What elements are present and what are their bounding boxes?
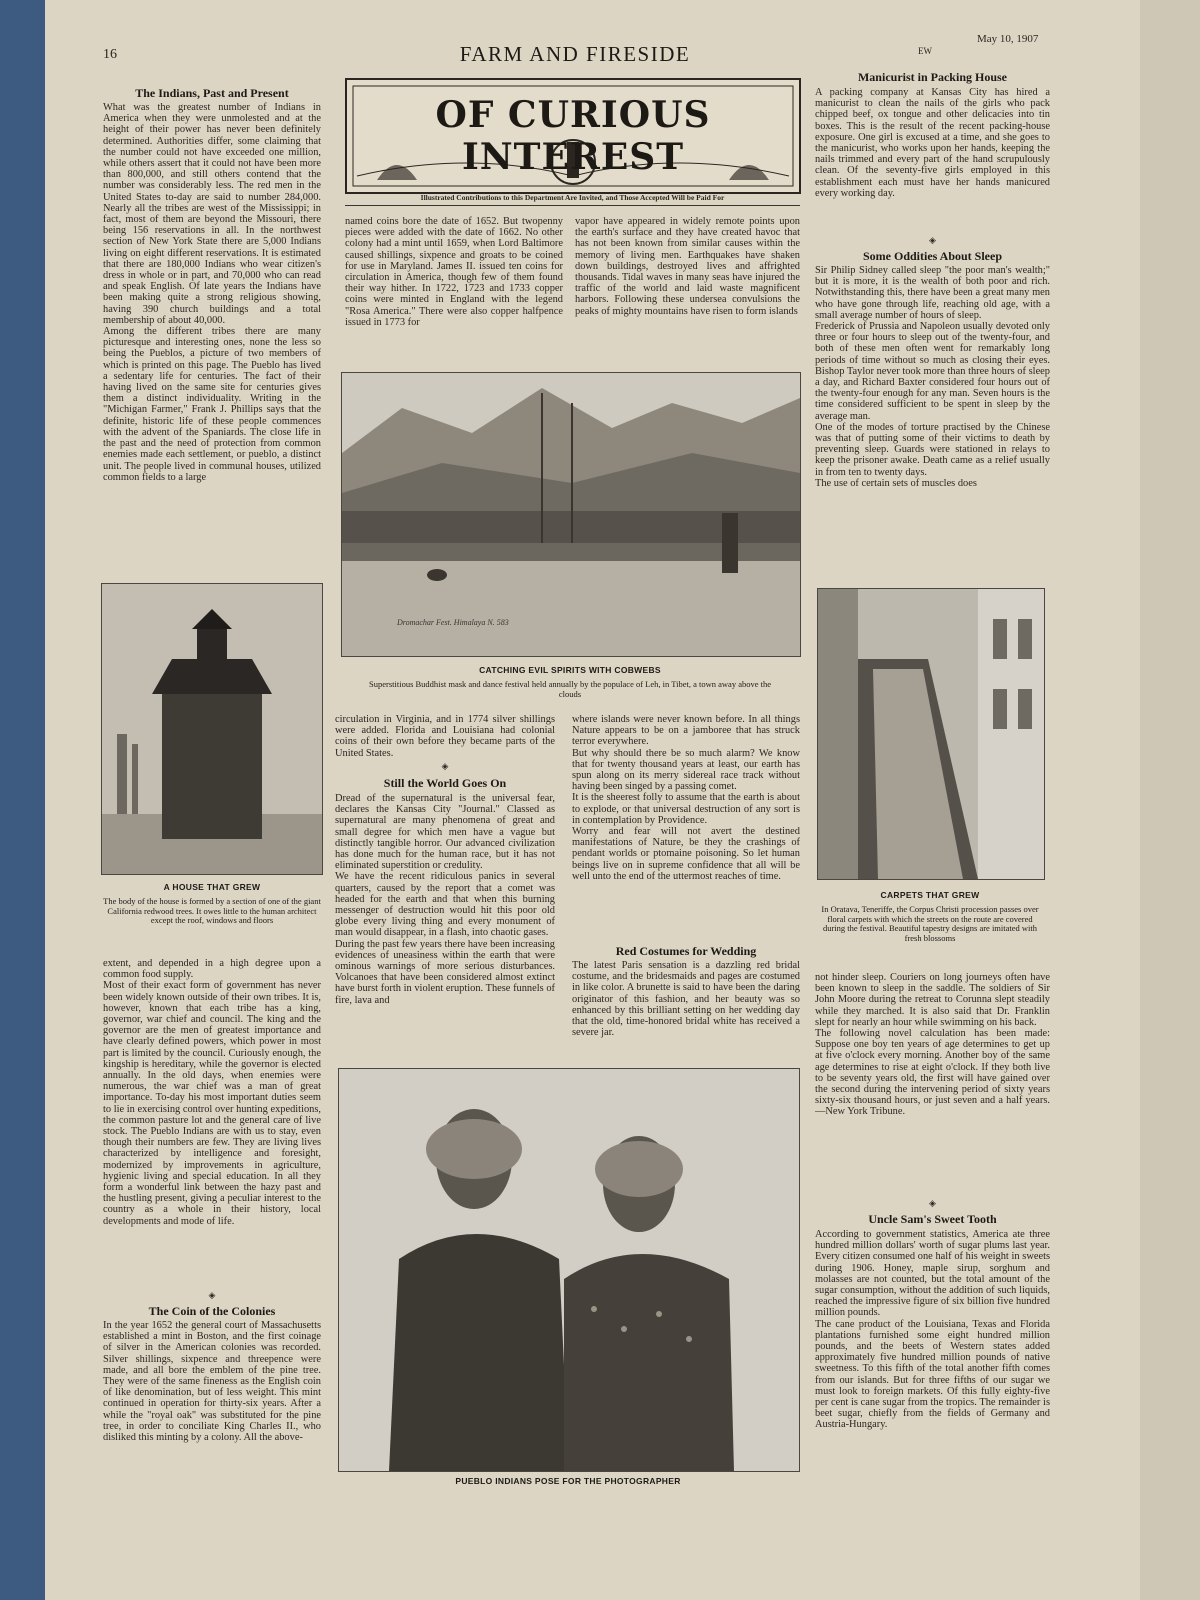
indians-text-2: extent, and depended in a high degree upon a common food supply. Most of their exact form of government has never been widely known outside of their own tribes. It is, however, known that each tribe has a king, governor, war chief and council. The king and the governor are the men of greatest importance and have clearly defined powers, which power in most part is limited by the council. Curiously enough, the kingship is hereditary, while the governor is elected annually. In the old days, when enemies were numerous, the war chief was a man of great importance. To-day his most important duties seem to lie in exercising control over hunting expeditions, the common pasture lot and the general care of live stock. The Pueblo Indians are with us to stay, even though their numbers are few. They are living lives characterized by intelligence and foresight, modernized by improvements in agriculture, hygienic living and special education. In all they form a wonderful link between the hazy past and the hustling present, giving a peculiar interest to the country as a whole in their history, local developments and mode of life. bbox=[103, 958, 321, 1227]
coin-text-3: circulation in Virginia, and in 1774 silver shillings were added. Florida and Louisiana had colonial coins of their own before they became parts of the United States. bbox=[335, 714, 555, 759]
indians-heading: The Indians, Past and Present bbox=[135, 86, 289, 100]
house-photo bbox=[101, 583, 323, 875]
evil-spirits-photo bbox=[341, 372, 801, 657]
ornament-2: ◈ bbox=[441, 761, 449, 771]
manicurist-text: A packing company at Kansas City has hired a manicurist to clean the nails of the girls who pack chipped beef, ox tongue and other delicacies into tin boxes. This is the result of the recent packing-house exposure. One girl is excused at a time, and she goes to the manicurist, who works upon her hands, keeping the nails trimmed and every part of the hand scrupulously clean. Of the seventy-five girls employed in this establishment each must have her hands manicured every working day. bbox=[815, 87, 1050, 199]
manicurist-heading: Manicurist in Packing House bbox=[857, 70, 1007, 84]
carpets-caption: CARPETS THAT GREW bbox=[880, 890, 980, 900]
next-page-edge bbox=[1140, 0, 1200, 1600]
masthead: FARM AND FIRESIDE bbox=[459, 42, 691, 66]
evil-spirits-caption: CATCHING EVIL SPIRITS WITH COBWEBS bbox=[479, 665, 661, 675]
newspaper-page bbox=[45, 0, 1150, 1600]
indians-text-1: What was the greatest number of Indians in America when they were unmolested and at the height of their power has never been definitely determined. Authorities differ, some claiming that the number could not have exceeded one million, while others assert that it could not have been more than 800,000, and still others contend that the number was considerably less. The red men in the United States to-day are said to number 284,000. Nearly all the tribes are west of the Mississippi; in fact, most of them are beyond the Missouri, there being 156 reservations in all. In the northwest section of New York State there are 5,000 Indians living on eight different reservations. It is estimated that there are 180,000 Indians who wear citizen's dress in whole or in part, and 70,000 who can read and speak English. Of late years the Indians have been making quite a strong religious showing, having 390 church buildings and a total membership of about 40,000. Among the different tribes there are many picturesque and interesting ones, none the less so being the Pueblos, a picture of two members of which is printed on this page. The Pueblo has lived a sedentary life for centuries. The fact of their having lived on the same site for centuries gives them a distinct individuality. Writing in the "Michigan Farmer," Frank J. Phillips says that the definite, historic life of these people commences with the advent of the Spaniards. The close life in the past and the need of protection from common enemies made each settlement, or pueblo, a distinct unit. The people lived in communal houses, utilized common fields to a large bbox=[103, 102, 321, 483]
festival-illustration bbox=[342, 373, 800, 656]
banner-subtitle: Illustrated Contributions to this Department Are Invited, and Those Accepted Will be Paid For bbox=[420, 193, 725, 202]
evil-spirits-subcaption: Superstitious Buddhist mask and dance festival held annually by the populace of Leh, in Tibet, a town away above the clouds bbox=[368, 679, 771, 699]
carpets-photo bbox=[817, 588, 1045, 880]
ornament-1: ◈ bbox=[208, 1290, 216, 1300]
world-heading: Still the World Goes On bbox=[383, 776, 507, 790]
world-text-3: where islands were never known before. In all things Nature appears to be on a jamboree that has struck terror everywhere. But why should there be so much alarm? We know that for twenty thousand years at least, our earth has spun along on its merry sidereal race track without having been singed by a passing comet. It is the sheerest folly to assume that the earth is about to explode, or that universal destruction of any sort is in contemplation by Providence. Worry and fear will not avert the destined manifestations of Nature, be they the crashings of pendant worlds or ptomaine poisoning. So let human beings live on in supreme confidence that all will be well unto the end of the uttermost reaches of time. bbox=[572, 714, 800, 882]
world-text-2: vapor have appeared in widely remote points upon the earth's surface and they have created havoc that has not been known from similar causes within the memory of living men. Earthquakes have shaken down buildings, destroyed lives and affrighted thousands. Tidal waves in many seas have injured the traffic of the world and laid waste magnificent harbors. Following these undersea convulsions the peaks of mighty mountains have risen to form islands bbox=[575, 216, 800, 317]
issue-date: May 10, 1907 bbox=[977, 33, 1039, 45]
page-number: 16 bbox=[103, 47, 117, 62]
sleep-heading: Some Oddities About Sleep bbox=[862, 249, 1003, 263]
world-text-1: Dread of the supernatural is the universal fear, declares the Kansas City "Journal." Classed as supernatural are many phenomena of great and small degree for which men have a vague but distinctly tangible horror. Our advanced civilization has done much for the human race, but it has not eliminated superstition or credulity. We have the recent ridiculous panics in several quarters, caused by the report that a comet was headed for the earth and that when this burning messenger of destruction would hit this poor old globe every living thing and every monument of man would disappear, in a flash, into chaotic gases. During the past few years there have been increasing evidences of uneasiness within the earth that were ominous warnings of more serious disturbances. Volcanoes that have been considered almost extinct have burst forth in violent eruption. These funnels of fire, lava and bbox=[335, 793, 555, 1006]
ornament-3: ◈ bbox=[929, 235, 936, 245]
coin-text-2: named coins bore the date of 1652. But twopenny pieces were added with the date of 1662. No other colony had a mint until 1659, when Lord Baltimore caused shillings, sixpence and groats to be coined for use in Maryland. James II. issued ten coins for circulation in America, though few of them found their way hither. In 1722, 1723 and 1733 copper coins were minted in England with the legend "Rosa America." There were also copper halfpence issued in 1773 for bbox=[345, 216, 563, 328]
pueblo-caption: PUEBLO INDIANS POSE FOR THE PHOTOGRAPHER bbox=[455, 1476, 681, 1486]
house-caption: A HOUSE THAT GREW bbox=[163, 882, 261, 892]
sugar-text: According to government statistics, America ate three hundred million dollars' worth of sugar plums last year. Every citizen consumed one half of his weight in sweets during 1906. Honey, maple sirup, sorghum and molasses are not counted, but the total amount of the sugar consumption, without the addition of such liquids, reached the impressive figure of six billion five hundred million pounds. The cane product of the Louisiana, Texas and Florida plantations furnished some eight hundred million pounds, and the beets of Western states added approximately five hundred million pounds of native sweetness. To this fifth of the total another fifth comes from our islands. But for three fifths of our sugar we must look to foreign markets. Of this fully eighty-five per cent is cane sugar from the tropics. The remainder is beet sugar, chiefly from the fields of Germany and Austria-Hungary. bbox=[815, 1229, 1050, 1431]
wedding-text: The latest Paris sensation is a dazzling red bridal costume, and the bridesmaids and pages are costumed in like color. A brunette is said to have been the daring originator of this fashion, and her beauty was so enhanced by this brilliant setting on her wedding day that the old, time-honored bridal white has received a severe jar. bbox=[572, 960, 800, 1039]
house-subcaption: The body of the house is formed by a section of one of the giant California redwood trees. It owes little to the human architect except the roof, windows and floors bbox=[103, 896, 321, 925]
pueblo-illustration bbox=[339, 1069, 799, 1471]
carpets-illustration bbox=[818, 589, 1044, 879]
carpets-subcaption: In Oratava, Teneriffe, the Corpus Christi procession passes over floral carpets with which the streets on the route are covered during the festival. Beautiful tapestry designs are imitated with fresh blossoms bbox=[821, 904, 1039, 943]
wedding-heading: Red Costumes for Wedding bbox=[615, 944, 757, 958]
page-marker: EW bbox=[918, 46, 932, 56]
coin-text-1: In the year 1652 the general court of Massachusetts established a mint in Boston, and the first coinage of silver in the American colonies was recorded. Silver shillings, sixpence and threepence were made, and all bore the emblem of the pine tree. They were of the same fineness as the English coin of like denomination, but of less weight. This mint continued in operation for thirty-six years. After a while the "royal oak" was substituted for the pine tree, in order to conciliate King Charles II., who disliked this minting by a colony. All the above- bbox=[103, 1320, 321, 1444]
sugar-heading: Uncle Sam's Sweet Tooth bbox=[868, 1212, 997, 1226]
sleep-text-1: Sir Philip Sidney called sleep "the poor man's wealth;" but it is more, it is the wealth of both poor and rich. Notwithstanding this, there have been a great many men who have gone through life, reaching old age, with a small average number of hours of sleep. Frederick of Prussia and Napoleon usually devoted only three or four hours to sleep out of the twenty-four, and both of these men often went for remarkably long periods of time without so much as closing their eyes. Bishop Taylor never took more than three hours of sleep a day, and Richard Baxter considered four hours out of the twenty-four enough for any man. Seven hours is the time considered sufficient to be spent in sleep by the average man. One of the modes of torture practised by the Chinese was that of putting some of their victims to death by preventing sleep. Guards were stationed in relays to keep the prisoner awake. Death came as a relief usually in from ten to twenty days. The use of certain sets of muscles does bbox=[815, 265, 1050, 489]
sleep-text-2: not hinder sleep. Couriers on long journeys often have been known to sleep in the saddle. The soldiers of Sir John Moore during the retreat to Corunna slept steadily while they marched. It is also said that Dr. Franklin slept for nearly an hour while swimming on his back. The following novel calculation has been made: Suppose one boy ten years of age determines to get up at five o'clock every morning. Another boy of the same age determines to rise at eight o'clock. If they both live to be seventy years old, the first will have gained over the second during the intervening period of sixty years sixty-six thousand hours, or just seven and a half years.—New York Tribune. bbox=[815, 972, 1050, 1118]
ornament-4: ◈ bbox=[929, 1198, 936, 1208]
department-banner bbox=[345, 78, 801, 194]
banner-title: OF CURIOUS INTEREST bbox=[435, 94, 711, 178]
redwood-house-illustration bbox=[102, 584, 322, 874]
photo-stamp: Dromachar Fest. Himalaya N. 583 bbox=[397, 618, 509, 627]
coin-heading: The Coin of the Colonies bbox=[148, 1304, 276, 1318]
pueblo-photo bbox=[338, 1068, 800, 1472]
banner-rule bbox=[345, 205, 800, 206]
